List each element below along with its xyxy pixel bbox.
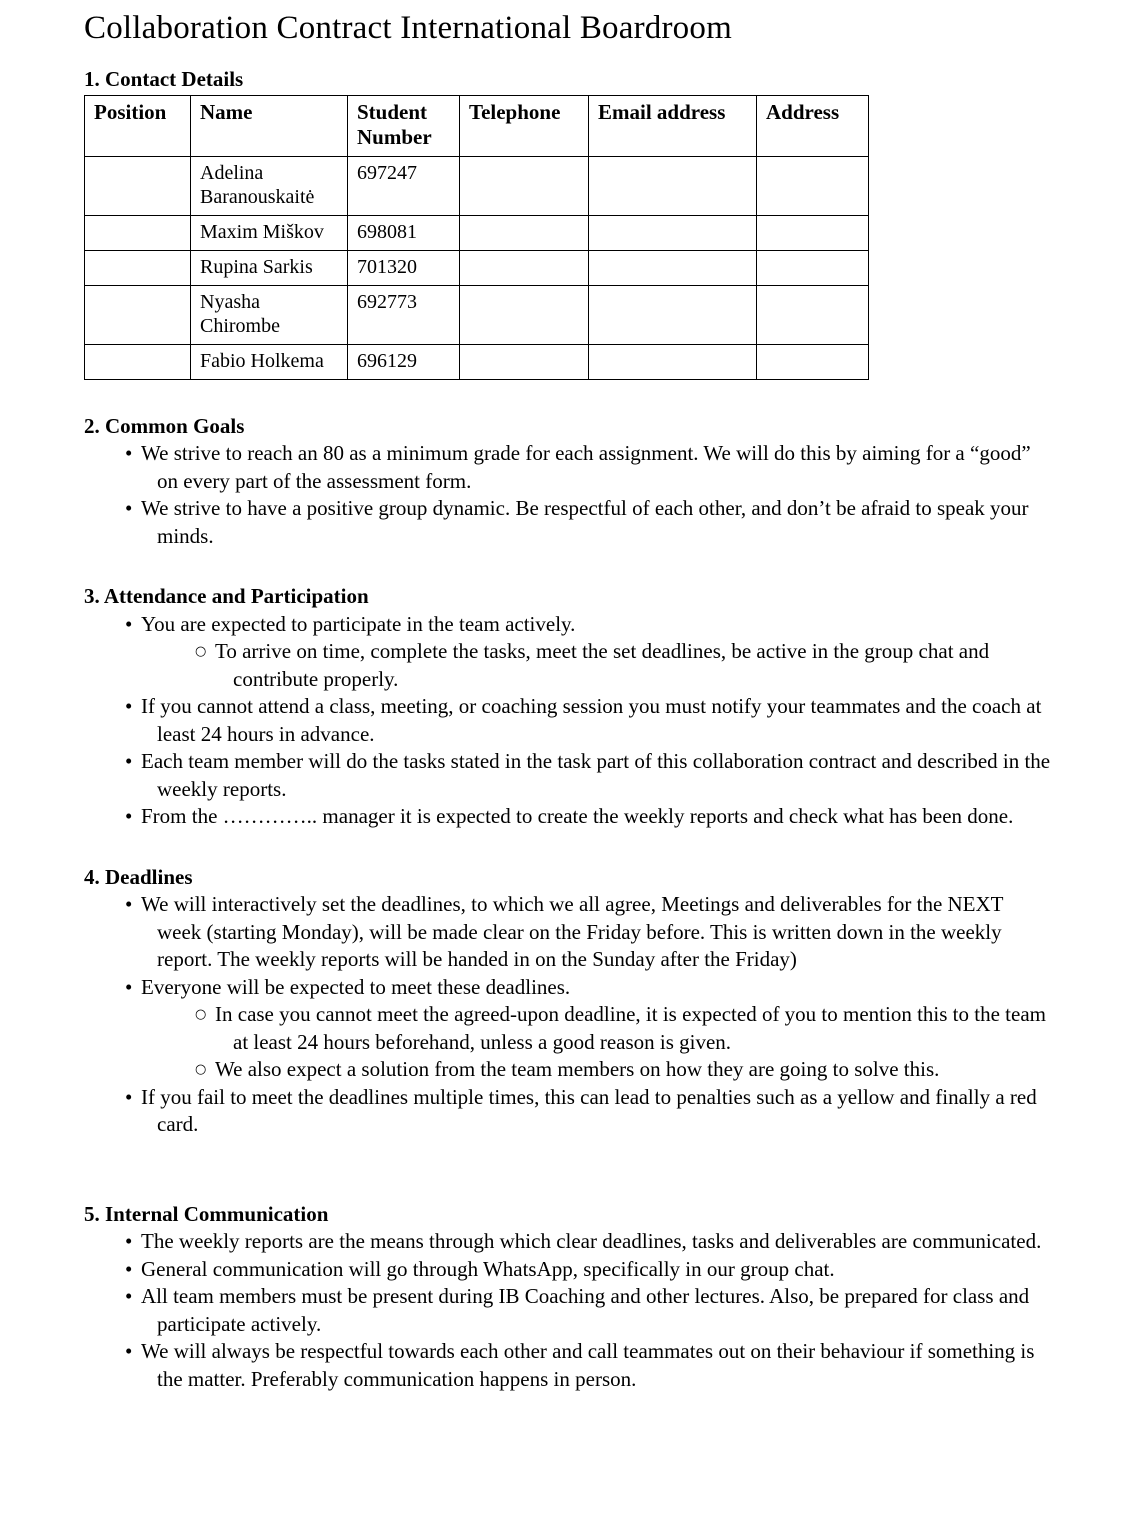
bullet-icon: • <box>125 1284 133 1308</box>
list-item-text: You are expected to participate in the team actively. <box>141 611 576 636</box>
page-title: Collaboration Contract International Boardroom <box>84 10 732 46</box>
cell-student-number: 698081 <box>348 215 460 250</box>
cell-telephone <box>460 215 589 250</box>
cell-email-address <box>589 344 757 379</box>
internal-communication-list <box>84 1228 1052 1393</box>
list-item-text: We strive to reach an 80 as a minimum grade for each assignment. We will do this by aiming for a “good” on every part of the assessment form. <box>141 441 1031 493</box>
list-item <box>84 891 1052 974</box>
table-row <box>85 156 869 215</box>
list-item <box>84 748 1052 803</box>
section-heading-common-goals: 2. Common Goals <box>84 413 245 438</box>
common-goals-list <box>84 440 1052 550</box>
section-heading-internal-communication: 5. Internal Communication <box>84 1201 329 1226</box>
list-item-text: General communication will go through WhatsApp, specifically in our group chat. <box>141 1256 835 1281</box>
bullet-icon: • <box>125 694 133 718</box>
list-item <box>84 974 1052 1002</box>
circle-bullet-icon: ○ <box>195 1007 207 1022</box>
deadlines-list <box>84 891 1052 1139</box>
cell-position <box>85 250 191 285</box>
circle-bullet-icon: ○ <box>195 644 207 659</box>
list-item-text: From the ………….. manager it is expected to create the weekly reports and check what has been done. <box>141 804 1014 828</box>
bullet-icon: • <box>125 441 133 465</box>
cell-position <box>85 156 191 215</box>
list-item <box>84 1056 1052 1084</box>
table-row <box>85 250 869 285</box>
col-header-name: Name <box>191 95 348 156</box>
list-item <box>84 1256 1052 1284</box>
contact-table <box>84 95 869 380</box>
bullet-icon: • <box>125 1229 133 1253</box>
cell-student-number: 701320 <box>348 250 460 285</box>
cell-position <box>85 344 191 379</box>
list-item <box>84 693 1052 748</box>
list-item-text: We also expect a solution from the team members on how they are going to solve this. <box>215 1057 940 1081</box>
bullet-icon: • <box>125 1256 133 1281</box>
list-item-text: We strive to have a positive group dynamic. Be respectful of each other, and don’t be afraid to speak your minds. <box>141 496 1029 548</box>
cell-position <box>85 215 191 250</box>
cell-address <box>757 344 869 379</box>
list-item-text: Each team member will do the tasks stated in the task part of this collaboration contract and described in the weekly reports. <box>141 749 1051 801</box>
bullet-icon: • <box>125 496 133 520</box>
bullet-icon: • <box>125 611 133 636</box>
list-item-text: To arrive on time, complete the tasks, meet the set deadlines, be active in the group chat and contribute properly. <box>215 639 990 691</box>
bullet-icon: • <box>125 1084 133 1109</box>
cell-student-number: 692773 <box>348 285 460 344</box>
cell-name: Adelina Baranouskaitė <box>191 156 348 215</box>
list-item <box>84 440 1052 495</box>
cell-telephone <box>460 250 589 285</box>
list-item-text: If you cannot attend a class, meeting, or coaching session you must notify your teammates and the coach at least 24 hours in advance. <box>141 694 1042 746</box>
list-item-text: We will always be respectful towards each other and call teammates out on their behaviour if something is the matter. Preferably communication happens in person. <box>141 1339 1035 1391</box>
cell-telephone <box>460 156 589 215</box>
list-item <box>84 1228 1052 1256</box>
bullet-icon: • <box>125 749 133 773</box>
cell-address <box>757 215 869 250</box>
cell-email-address <box>589 156 757 215</box>
cell-student-number: 696129 <box>348 344 460 379</box>
table-row <box>85 344 869 379</box>
bullet-icon: • <box>125 804 133 828</box>
cell-email-address <box>589 250 757 285</box>
bullet-icon: • <box>125 1339 133 1363</box>
table-row <box>85 285 869 344</box>
list-item-text: In case you cannot meet the agreed-upon deadline, it is expected of you to mention this to the team at least 24 hours beforehand, unless a good reason is given. <box>215 1002 1046 1054</box>
list-item <box>84 1338 1052 1393</box>
section-heading-contact-details: 1. Contact Details <box>84 67 244 91</box>
cell-telephone <box>460 285 589 344</box>
col-header-student-number: Student Number <box>348 95 460 156</box>
section-heading-deadlines: 4. Deadlines <box>84 864 193 889</box>
list-item <box>84 638 1052 693</box>
cell-student-number: 697247 <box>348 156 460 215</box>
cell-email-address <box>589 215 757 250</box>
list-item <box>84 1283 1052 1338</box>
list-item-text: If you fail to meet the deadlines multiple times, this can lead to penalties such as a yellow and finally a red card. <box>141 1084 1037 1136</box>
col-header-telephone: Telephone <box>460 95 589 156</box>
col-header-position: Position <box>85 95 191 156</box>
cell-email-address <box>589 285 757 344</box>
attendance-list <box>84 611 1052 831</box>
list-item <box>84 495 1052 550</box>
cell-name: Rupina Sarkis <box>191 250 348 285</box>
section-heading-attendance: 3. Attendance and Participation <box>84 584 369 608</box>
bullet-icon: • <box>125 974 133 999</box>
cell-address <box>757 285 869 344</box>
circle-bullet-icon: ○ <box>195 1062 207 1077</box>
list-item <box>84 803 1052 831</box>
cell-address <box>757 250 869 285</box>
list-item <box>84 1001 1052 1056</box>
col-header-address: Address <box>757 95 869 156</box>
contact-table-header-row <box>85 95 869 156</box>
col-header-email-address: Email address <box>589 95 757 156</box>
cell-name: Maxim Miškov <box>191 215 348 250</box>
list-item <box>84 1084 1052 1139</box>
cell-address <box>757 156 869 215</box>
list-item-text: All team members must be present during IB Coaching and other lectures. Also, be prepared for class and participate actively. <box>141 1284 1030 1336</box>
table-row <box>85 215 869 250</box>
bullet-icon: • <box>125 892 133 916</box>
cell-name: Fabio Holkema <box>191 344 348 379</box>
cell-telephone <box>460 344 589 379</box>
cell-position <box>85 285 191 344</box>
cell-name: Nyasha Chirombe <box>191 285 348 344</box>
list-item-text: The weekly reports are the means through which clear deadlines, tasks and deliverables are communicated. <box>141 1229 1042 1253</box>
list-item <box>84 611 1052 639</box>
list-item-text: Everyone will be expected to meet these deadlines. <box>141 974 571 999</box>
list-item-text: We will interactively set the deadlines, to which we all agree, Meetings and deliverables for the NEXT week (starting Monday), will be made clear on the Friday before. This is written down in the weekly report. The weekly reports will be handed in on the Sunday after the Friday) <box>141 892 1004 971</box>
